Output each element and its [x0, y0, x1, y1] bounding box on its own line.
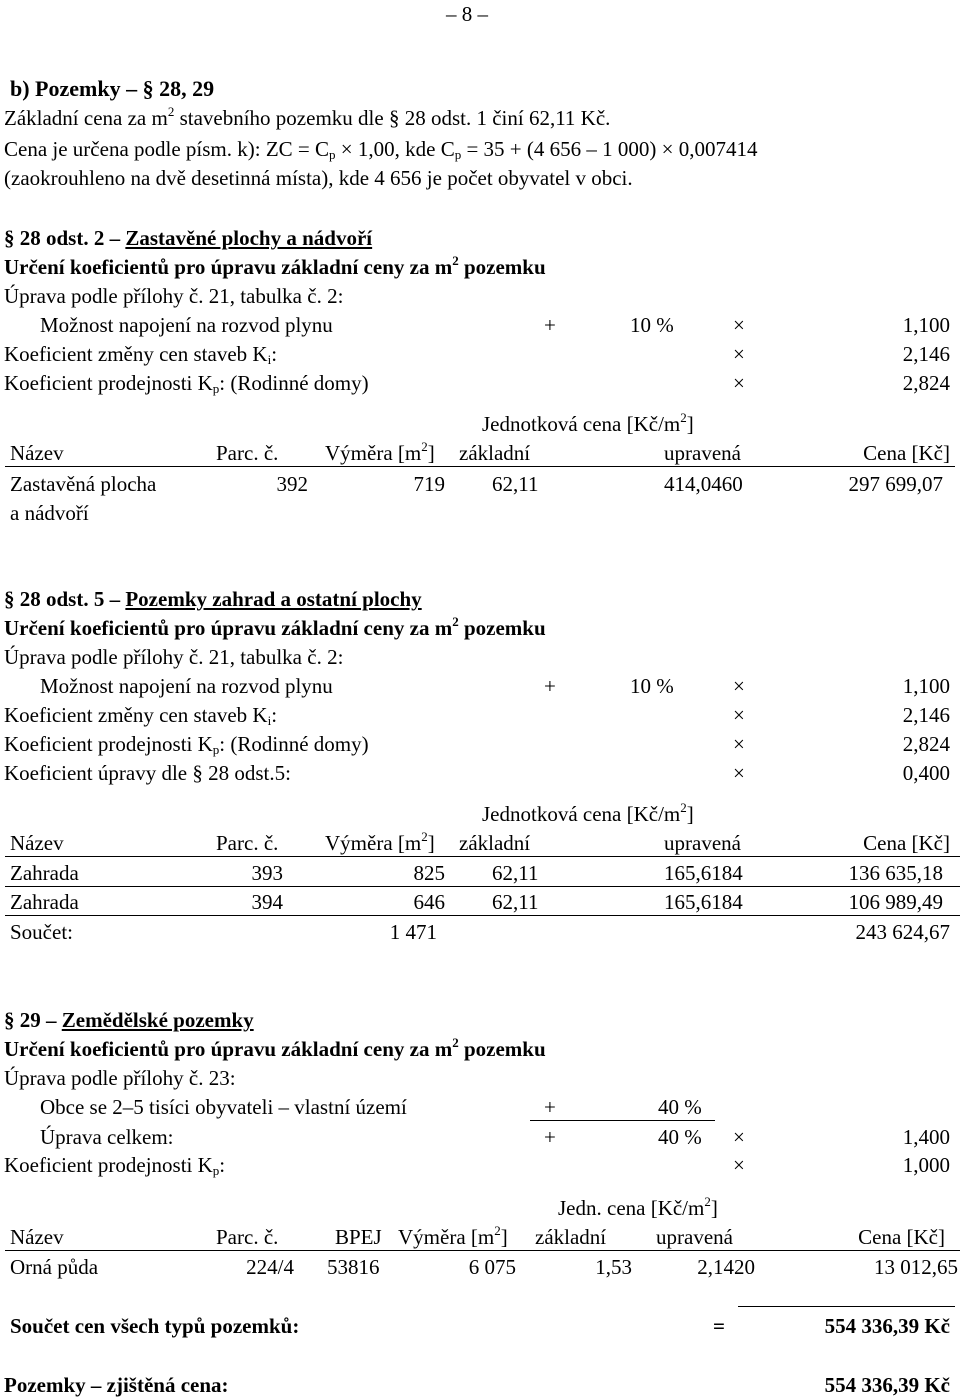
- table-header-rule: [5, 466, 955, 467]
- col-header-adjusted: upravená: [664, 831, 741, 855]
- multiply-sign: ×: [733, 342, 745, 366]
- multiply-sign: ×: [733, 732, 745, 756]
- table-header-rule: [5, 856, 960, 857]
- rounding-note: (zaokrouhleno na dvě desetinná místa), kde 4 656 je počet obyvatel v obci.: [4, 166, 633, 190]
- adjust-sign: +: [544, 1095, 556, 1119]
- coef-percent: 10 %: [630, 674, 674, 698]
- col-header-price: Cena [Kč]: [863, 831, 950, 855]
- totals-rule: [738, 1306, 955, 1307]
- multiply-sign: ×: [733, 761, 745, 785]
- col-header-base: základní: [459, 441, 531, 465]
- col-header-name: Název: [10, 1225, 64, 1249]
- block2-coef-title: Určení koeficientů pro úpravu základní ceny za $m^2$ pozemku: [4, 614, 546, 640]
- coef-label: Koeficient změny cen staveb $K_i$:: [4, 703, 278, 728]
- coef-label: Koeficient prodejnosti $K_p$: (Rodinné domy): [4, 371, 369, 396]
- block2-annex: Úprava podle přílohy č. 21, tabulka č. 2:: [4, 645, 344, 669]
- multiply-sign: ×: [733, 703, 745, 727]
- table-group-header: Jednotková cena $[Kč/m^2]$: [482, 800, 694, 826]
- table-row-parcel: 394: [251, 890, 283, 914]
- row-name: Zastavěná plocha: [10, 472, 157, 496]
- coef-value: 2,824: [902, 732, 950, 756]
- total-sum-equals: =: [713, 1314, 725, 1338]
- coef-sign: +: [544, 674, 556, 698]
- coef-label: Koeficient změny cen staveb $K_i$:: [4, 342, 278, 367]
- table-row-rule: [5, 915, 960, 916]
- final-price-value: 554 336,39 Kč: [824, 1373, 950, 1397]
- row-bpej: 53816: [327, 1255, 380, 1279]
- coef-label: Možnost napojení na rozvod plynu: [40, 674, 333, 698]
- total-sum-label: Součet cen všech typů pozemků:: [10, 1314, 300, 1338]
- col-header-adjusted: upravená: [664, 441, 741, 465]
- coef-label: Koeficient úpravy dle § 28 odst.5:: [4, 761, 291, 785]
- total-sum-value: 554 336,39 Kč: [824, 1314, 950, 1338]
- block1-coef-title: Určení koeficientů pro úpravu základní ceny za $m^2$ pozemku: [4, 253, 546, 279]
- col-header-adjusted: upravená: [656, 1225, 733, 1249]
- table-row-area: 646: [413, 890, 445, 914]
- adjust-total-sign: +: [544, 1125, 556, 1149]
- row-parcel: 392: [276, 472, 308, 496]
- sum-label: Součet:: [10, 920, 73, 944]
- row-price: 297 699,07: [848, 472, 943, 496]
- row-name: Orná půda: [10, 1255, 99, 1279]
- col-header-name: Název: [10, 441, 64, 465]
- row-area: 6 075: [468, 1255, 516, 1279]
- coef-label: Koeficient prodejnosti $K_p$:: [4, 1153, 226, 1178]
- col-header-bpej: BPEJ: [335, 1225, 382, 1249]
- col-header-name: Název: [10, 831, 64, 855]
- table-row-rule: [5, 886, 960, 887]
- block2-heading: § 28 odst. 5 – Pozemky zahrad a ostatní plochy: [4, 587, 422, 611]
- section-heading: b) Pozemky – § 28, 29: [10, 76, 215, 101]
- col-header-area: Výměra $[m^2]$: [325, 829, 435, 855]
- table-row-price: 136 635,18: [848, 861, 943, 885]
- col-header-area: Výměra $[m^2]$: [398, 1223, 508, 1249]
- table-group-header: Jedn. cena $[Kč/m^2]$: [558, 1194, 718, 1220]
- coef-sign: +: [544, 313, 556, 337]
- block3-annex: Úprava podle přílohy č. 23:: [4, 1066, 236, 1090]
- coef-value: 1,100: [902, 674, 950, 698]
- table-row-area: 825: [413, 861, 445, 885]
- coef-value: 2,146: [902, 703, 950, 727]
- coef-value: 1,100: [902, 313, 950, 337]
- row-name-cont: a nádvoří: [10, 501, 89, 525]
- col-header-price: Cena [Kč]: [858, 1225, 945, 1249]
- adjust-total-label: Úprava celkem:: [40, 1125, 174, 1149]
- table-group-header: Jednotková cena $[Kč/m^2]$: [482, 410, 694, 436]
- coef-value: 0,400: [902, 761, 950, 785]
- sum-price: 243 624,67: [855, 920, 950, 944]
- row-parcel: 224/4: [246, 1255, 294, 1279]
- row-adjusted: 2,1420: [697, 1255, 755, 1279]
- col-header-price: Cena [Kč]: [863, 441, 950, 465]
- coef-value: 2,146: [902, 342, 950, 366]
- table-row-name: Zahrada: [10, 861, 79, 885]
- coef-label: Koeficient prodejnosti $K_p$: (Rodinné domy): [4, 732, 369, 757]
- table-row-base: 62,11: [492, 861, 539, 885]
- block1-annex: Úprava podle přílohy č. 21, tabulka č. 2:: [4, 284, 344, 308]
- multiply-sign: ×: [733, 371, 745, 395]
- page-number: – 8 –: [446, 2, 488, 26]
- table-row-adjusted: 165,6184: [664, 890, 743, 914]
- coef-value: 1,000: [902, 1153, 950, 1177]
- multiply-sign: ×: [733, 1153, 745, 1177]
- row-base: 1,53: [595, 1255, 632, 1279]
- row-area: 719: [413, 472, 445, 496]
- col-header-base: základní: [459, 831, 531, 855]
- block3-heading: § 29 – Zemědělské pozemky: [4, 1008, 254, 1032]
- base-price-line: Základní cena za $m^2$ stavebního pozemku dle § 28 odst. 1 činí 62,11 Kč.: [4, 104, 611, 130]
- adjust-label: Obce se 2–5 tisíci obyvateli – vlastní území: [40, 1095, 407, 1119]
- row-base: 62,11: [492, 472, 539, 496]
- table-row-price: 106 989,49: [848, 890, 943, 914]
- col-header-parcel: Parc. č.: [216, 441, 279, 465]
- table-row-parcel: 393: [251, 861, 283, 885]
- col-header-base: základní: [535, 1225, 607, 1249]
- multiply-sign: ×: [733, 313, 745, 337]
- adjust-percent: 40 %: [658, 1095, 702, 1119]
- adjust-total-percent: 40 %: [658, 1125, 702, 1149]
- final-price-label: Pozemky – zjištěná cena:: [4, 1373, 229, 1397]
- block1-heading: § 28 odst. 2 – Zastavěné plochy a nádvoří: [4, 226, 373, 250]
- table-row-base: 62,11: [492, 890, 539, 914]
- adjust-total-value: 1,400: [902, 1125, 950, 1149]
- table-header-rule: [5, 1250, 960, 1251]
- multiply-sign: ×: [733, 1125, 745, 1149]
- block3-coef-title: Určení koeficientů pro úpravu základní ceny za $m^2$ pozemku: [4, 1035, 546, 1061]
- row-price: 13 012,65: [874, 1255, 958, 1279]
- col-header-area: Výměra $[m^2]$: [325, 439, 435, 465]
- coef-value: 2,824: [902, 371, 950, 395]
- row-adjusted: 414,0460: [664, 472, 743, 496]
- col-header-parcel: Parc. č.: [216, 1225, 279, 1249]
- col-header-parcel: Parc. č.: [216, 831, 279, 855]
- sum-area: 1 471: [389, 920, 437, 944]
- table-row-adjusted: 165,6184: [664, 861, 743, 885]
- adjust-rule: [530, 1120, 715, 1121]
- coef-percent: 10 %: [630, 313, 674, 337]
- formula-line: Cena je určena podle písm. k): ZC = $C_p \times 1,00$, kde $C_p = 35 + (4$ 656 – 1 000) × 0,007414: [4, 137, 758, 162]
- coef-label: Možnost napojení na rozvod plynu: [40, 313, 333, 337]
- multiply-sign: ×: [733, 674, 745, 698]
- table-row-name: Zahrada: [10, 890, 79, 914]
